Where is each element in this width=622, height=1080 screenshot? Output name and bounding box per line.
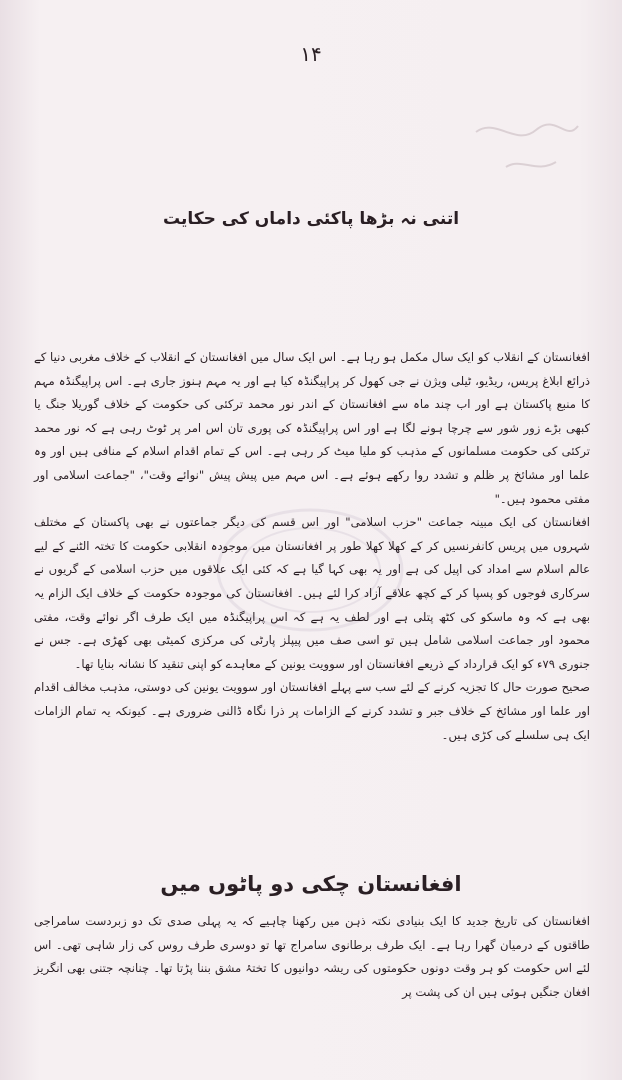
- paragraph: صحیح صورت حال کا تجزیہ کرنے کے لئے سب سے پہلے افغانستان اور سوویت یونین کی دوستی، مذہب مخالف اقدام اور علما اور مشائخ کے خلاف جبر و تشدد کرنے کے الزامات پر ذرا نگاہ ڈالنی ضروری ہے۔ کیونکہ یہ تمام الزامات ایک ہی سلسلے کی کڑی ہیں۔: [34, 680, 590, 742]
- paragraph: افغانستان کی ایک مبینہ جماعت "حزب اسلامی" اور اس قسم کی دیگر جماعتوں نے بھی پاکستان کے مختلف شہروں میں پریس کانفرنسیں کر کے کھلا کھلا طور پر افغانستان میں موجودہ انقلابی حکومت کا تختہ الٹنے کے لیے عالم اسلام سے امداد کی اپیل کی ہے اور یہ بھی کہا گیا ہے کہ کئی ایک علاقوں میں حزب اسلامی کے گریوں نے سرکاری فوجوں کو پسپا کر کے کچھ علاقے آزاد کرا لئے ہیں۔ افغانستان کی موجودہ حکومت کے خلاف ایک الزام یہ بھی ہے کہ وہ ماسکو کی کٹھ پتلی ہے اور لطف یہ ہے کہ اس پراپیگنڈہ میں ایک طرف اگر نوائے وقت، مفتی محمود اور جماعت اسلامی شامل ہیں تو اسی صف میں پیپلز پارٹی کی مرکزی کمیٹی بھی کھڑی ہے۔ جس نے جنوری ۷۹ء کو ایک قرارداد کے ذریعے افغانستان اور سوویت یونین کے معاہدے کو اپنی تنقید کا نشانہ بنایا تھا۔: [34, 515, 590, 671]
- faint-handwriting-mark: [466, 112, 586, 182]
- article-body-section-1: [34, 346, 590, 747]
- page-number: ۱۴: [300, 42, 322, 66]
- paragraph: افغانستان کے انقلاب کو ایک سال مکمل ہو رہا ہے۔ اس ایک سال میں افغانستان کے انقلاب کے خلاف مغربی دنیا کے ذرائع ابلاغ پریس، ریڈیو، ٹیلی ویژن نے جی کھول کر پراپیگنڈہ کیا ہے اور یہ مہم ہنوز جاری ہے۔ اس پراپیگنڈہ مہم کا منبع پاکستان ہے اور اب چند ماہ سے افغانستان کے اندر نور محمد ترکئی کی حکومت کے خلاف گوریلا جنگ یا کبھی بڑے زور شور سے چرچا ہونے لگا ہے اور اس پراپیگنڈہ کی پوری تان اس امر پر ٹوٹ رہی ہے کہ نور محمد ترکئی کی حکومت مسلمانوں کے مذہب کو ملیا میٹ کر رہی ہے۔ اس کے تمام اقدام اسلام کے منافی ہیں اور وہ علما اور مشائخ پر ظلم و تشدد روا رکھے ہوئے ہے۔ اس مہم میں پیش پیش "نوائے وقت"، "جماعت اسلامی اور مفتی محمود ہیں۔": [34, 350, 590, 506]
- article-body-section-2: [34, 910, 590, 1004]
- paragraph: افغانستان کی تاریخ جدید کا ایک بنیادی نکتہ ذہن میں رکھنا چاہیے کہ یہ پہلی صدی تک دو زبردست سامراجی طاقتوں کے درمیان گھرا رہا ہے۔ ایک طرف برطانوی سامراج تھا تو دوسری طرف روس کی زار شاہی تھی۔ اس لئے اس حکومت کو ہر وقت دونوں حکومتوں کی ریشہ دوانیوں کا تختۂ مشق بننا پڑتا تھا۔ چنانچہ جتنی بھی انگریز افغان جنگیں ہوئی ہیں ان کی پشت پر: [34, 914, 590, 999]
- article-title: اتنی نہ بڑھا پاکئی داماں کی حکایت: [162, 209, 460, 229]
- section-heading: افغانستان چکی دو پاٹوں میں: [160, 872, 462, 896]
